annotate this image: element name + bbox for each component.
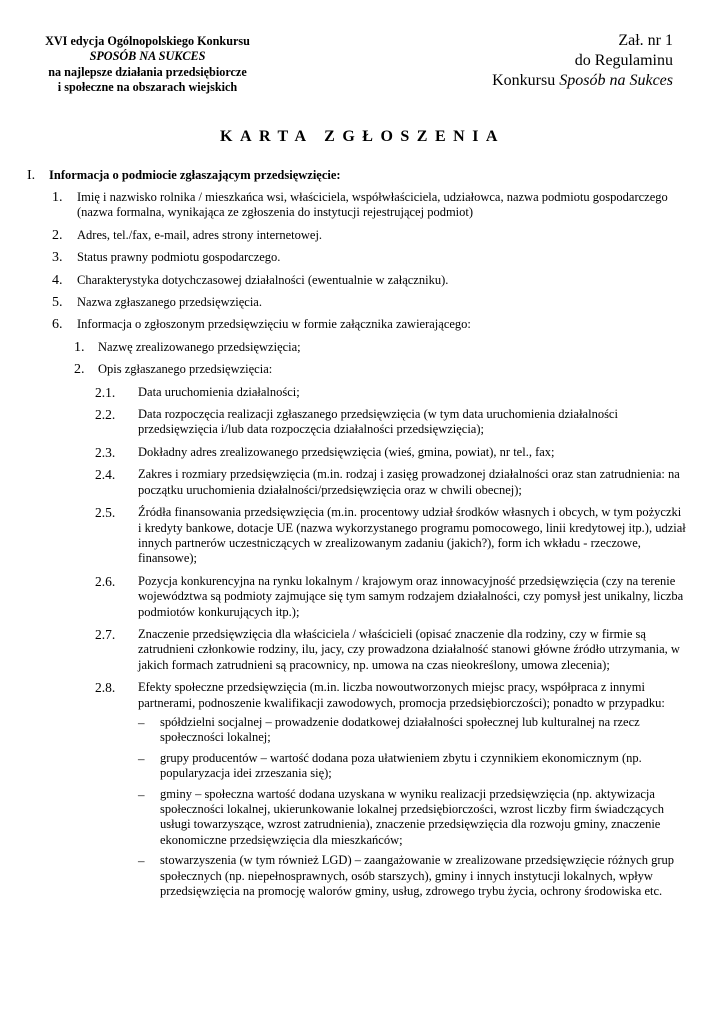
detail-item: 2.2. Data rozpoczęcia realizacji zgłaszanego przedsięwzięcia (w tym data uruchomienia działalności przedsięwzięcia i/lub data rozpoczęcia działalności przedsięwzięcia); [95, 407, 618, 437]
detail-item: 2.1. Data uruchomienia działalności; [95, 384, 300, 400]
section-title: Informacja o podmiocie zgłaszającym przedsięwzięcie: [49, 168, 341, 182]
dash-item: – spółdzielni socjalnej – prowadzenie dodatkowej działalności społecznej lub kulturalnej na rzecz społeczności lokalnej; [138, 714, 640, 745]
list-item: 1. Imię i nazwisko rolnika / mieszkańca wsi, właściciela, współwłaściciela, udziałowca, nazwa podmiotu gospodarczego (nazwa formalna, wynikająca ze zgłoszenia do instytucji rejestrującej podmiot) [52, 190, 668, 220]
attachment-contest: Konkursu Sposób na Sukces [492, 72, 673, 89]
section-heading [0, 166, 725, 190]
dash-item: – gminy – społeczna wartość dodana uzyskana w wyniku realizacji przedsięwzięcia (np. aktywizacja społeczności lokalnej, ukierunkowanie lokalnej przedsiębiorczości, wzrost liczby firm świadczących usługi towarzyszące, wzrost zatrudnienia), znaczenie przedsięwzięcia dla rozwoju gminy, znaczenie ekonomiczne przedsięwzięcia dla mieszkańców; [138, 786, 664, 847]
attachment-number: Zał. nr 1 [618, 32, 673, 49]
detail-item: 2.6. Pozycja konkurencyjna na rynku lokalnym / krajowym oraz innowacyjność przedsięwzięcia (czy na terenie województwa są podmioty zajmujące się tym samym rodzajem działalności, czy pomysł jest unikalny, liczba podmiotów konkurujących itp.); [95, 573, 684, 619]
list-item: 4. Charakterystyka dotychczasowej działalności (ewentualnie w załączniku). [52, 272, 449, 288]
contest-name: SPOSÓB NA SUKCES [89, 49, 206, 64]
sub-list-item: 2. Opis zgłaszanego przedsięwzięcia: [74, 362, 273, 378]
contest-header [20, 34, 275, 95]
contest-edition: XVI edycja Ogólnopolskiego Konkursu [45, 34, 250, 48]
form-content [0, 166, 725, 904]
contest-subtitle-1: na najlepsze działania przedsiębiorcze [48, 64, 247, 79]
attachment-regulation: do Regulaminu [574, 52, 673, 69]
contest-subtitle-2: i społeczne na obszarach wiejskich [57, 79, 238, 94]
detail-item: 2.5. Źródła finansowania przedsięwzięcia (m.in. procentowy udział środków własnych i obcych, w tym pożyczki i kredyty bankowe, dotacje UE (nazwa wykorzystanego programu pomocowego, linii kredytowej itp.), udział innych partnerów uczestniczących w zrealizowanym zadaniu (jakich?), form ich wkładu - rzeczowe, finansowe); [95, 505, 686, 566]
detail-item: 2.3. Dokładny adres zrealizowanego przedsięwzięcia (wieś, gmina, powiat), nr tel., fax; [95, 444, 555, 460]
dash-item: – grupy producentów – wartość dodana poza ułatwieniem zbytu i czynnikiem ekonomicznym (np. popularyzacja idei zrzeszania się); [138, 750, 642, 781]
detail-item: 2.4. Zakres i rozmiary przedsięwzięcia (m.in. rodzaj i zasięg prowadzonej działalności oraz stan zatrudnienia: na początku uruchomienia działalności/przedsięwzięcia oraz w chwili obecnej); [95, 467, 680, 497]
dash-item: – stowarzyszenia (w tym również LGD) – zaangażowanie w zrealizowane przedsięwzięcie różnych grup społecznych (np. niepełnosprawnych, osób starszych), gminy i innych instytucji lokalnych, wpływ przedsięwzięcia na promocję walorów gminy, usług, zdrowego trybu życia, ochrony środowiska etc. [138, 853, 674, 899]
section-number: I. [27, 168, 36, 183]
list-item: 3. Status prawny podmiotu gospodarczego. [52, 250, 281, 266]
detail-item: 2.8. Efekty społeczne przedsięwzięcia (m.in. liczba nowoutworzonych miejsc pracy, współpraca z innymi partnerami, podnoszenie kwalifikacji zawodowych, promocja przedsiębiorczości); ponadto w przypadku: [95, 680, 665, 710]
list-item: 5. Nazwa zgłaszanego przedsięwzięcia. [52, 295, 262, 311]
list-item: 6. Informacja o zgłoszonym przedsięwzięciu w formie załącznika zawierającego: [52, 317, 471, 333]
page-title: KARTA ZGŁOSZENIA [220, 128, 505, 145]
sub-list-item: 1. Nazwę zrealizowanego przedsięwzięcia; [74, 339, 301, 355]
list-item: 2. Adres, tel./fax, e-mail, adres strony internetowej. [52, 227, 323, 243]
attachment-header [492, 31, 673, 91]
detail-item: 2.7. Znaczenie przedsięwzięcia dla właściciela / właścicieli (opisać znaczenie dla rodziny, czy w firmie są zatrudnieni członkowie rodziny, ilu, jacy, czy prowadzona działalność stanowi główne źródło utrzymania, w jakich formach zatrudnieni są pracownicy, np. umowa na czas nieokreślony, umowa zlecenia); [95, 626, 680, 672]
